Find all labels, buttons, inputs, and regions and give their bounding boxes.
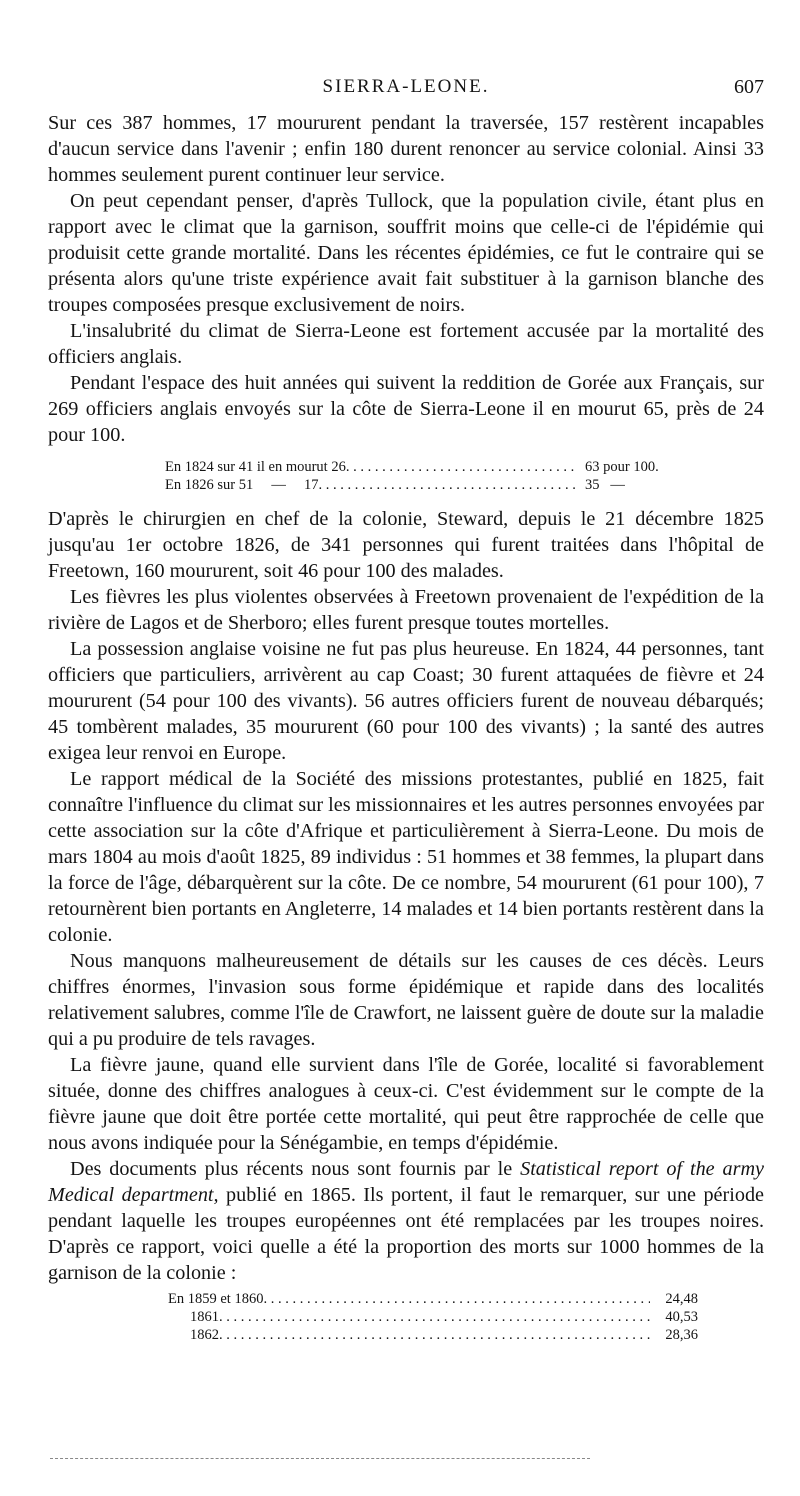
paragraph-1: Sur ces 387 hommes, 17 moururent pendant la traversée, 157 restèrent incapables d'aucun service dans l'avenir ; enfin 180 durent renoncer au service colonial. Ainsi 33 hommes seulement purent continuer leur service. <box>48 112 764 186</box>
row-value: 40,53 <box>665 1309 698 1325</box>
paragraph-10: La fièvre jaune, quand elle survient dans l'île de Gorée, localité si favorablement située, donne des chiffres analogues à ceux-ci. C'est évidemment sur le compte de la fièvre jaune que doit être portée cette mortalité, qui peut être rapprochée de celle que nous avons indiquée pour la Sénégambie, en temps d'épidémie. <box>48 1054 764 1154</box>
paragraph-3: L'insalubrité du climat de Sierra-Leone est fortement accusée par la mortalité des officiers anglais. <box>48 320 764 368</box>
row-label: 1862 <box>190 1327 219 1343</box>
paragraph-4: Pendant l'espace des huit années qui suivent la reddition de Gorée aux Français, sur 269 officiers anglais envoyés sur la côte de Sierra-Leone il en mourut 65, près de 24 pour 100. <box>48 372 764 446</box>
leader-dots <box>263 1290 650 1308</box>
row-value: 28,36 <box>665 1327 698 1343</box>
paragraph-11 <box>48 1156 764 1286</box>
paragraph-2: On peut cependant penser, d'après Tullock, que la population civile, étant plus en rapport avec le climat que la garnison, souffrit moins que celle-ci de l'épidémie qui produisit cette grande mortalité. Dans les récentes épidémies, ce fut le contraire qui se présenta alors qu'une triste expérience avait fait substituer à la garnison blanche des troupes composées presque exclusivement de noirs. <box>48 190 764 316</box>
report-title: Statistical report of the army Medical department, <box>48 1158 765 1206</box>
row-value: 63 pour 100. <box>585 459 659 475</box>
leader-dots <box>318 476 577 494</box>
paragraph-5: D'après le chirurgien en chef de la colonie, Steward, depuis le 21 décembre 1825 jusqu'au 1er octobre 1826, de 341 personnes qui furent traitées dans l'hôpital de Freetown, 160 moururent, soit 46 pour 100 des malades. <box>48 508 764 582</box>
officer-mortality-table <box>165 458 695 494</box>
page-header <box>48 76 764 106</box>
paragraph-7: La possession anglaise voisine ne fut pas plus heureuse. En 1824, 44 personnes, tant officiers que particuliers, arrivèrent au cap Coast; 30 furent attaquées de fièvre et 24 moururent (54 pour 100 des vivants). 56 autres officiers furent de nouveau débarqués; 45 tombèrent malades, 35 moururent (60 pour 100 des vivants) ; la santé des autres exigea leur renvoi en Europe. <box>48 638 764 764</box>
paragraph-9: Nous manquons malheureusement de détails sur les causes de ces décès. Leurs chiffres énormes, l'invasion sous forme épidémique et rapide dans des localités relativement salubres, comme l'île de Crawfort, ne laissent guère de doute sur la maladie qui a pu produire de tels ravages. <box>48 950 764 1050</box>
bottom-rule <box>50 1458 590 1459</box>
paragraph-6: Les fièvres les plus violentes observées à Freetown provenaient de l'expédition de la rivière de Lagos et de Sherboro; elles furent presque toutes mortelles. <box>48 586 764 634</box>
table-row <box>168 1326 698 1344</box>
paragraph-11-end: publié en 1865. Ils portent, il faut le remarquer, sur une période pendant laquelle les troupes européennes ont été remplacées par les troupes noires. D'après ce rapport, voici quelle a été la proportion des morts sur 1000 hommes de la garnison de la colonie : <box>48 1184 764 1284</box>
row-value: 24,48 <box>665 1291 698 1307</box>
leader-dots <box>346 458 577 476</box>
row-label: En 1824 sur 41 il en mourut 26 <box>165 459 346 475</box>
paragraph-11-start: Des documents plus récents nous sont fournis par le <box>70 1158 521 1180</box>
page-body <box>48 110 764 1344</box>
row-label: En 1859 et 1860 <box>168 1291 264 1307</box>
row-label: 1861 <box>190 1309 219 1325</box>
table-row <box>165 458 695 476</box>
leader-dots <box>219 1326 650 1344</box>
leader-dots <box>219 1308 650 1326</box>
running-title: SIERRA-LEONE. <box>322 76 490 97</box>
garrison-mortality-table <box>168 1290 698 1344</box>
table-row <box>168 1290 698 1308</box>
table-row <box>165 476 695 494</box>
page-number: 607 <box>734 76 764 98</box>
row-label: En 1826 sur 51 — 17 <box>165 477 319 493</box>
paragraph-8: Le rapport médical de la Société des missions protestantes, publié en 1825, fait connaître l'influence du climat sur les missionnaires et les autres personnes envoyées par cette association sur la côte d'Afrique et particulièrement à Sierra-Leone. Du mois de mars 1804 au mois d'août 1825, 89 individus : 51 hommes et 38 femmes, la plupart dans la force de l'âge, débarquèrent sur la côte. De ce nombre, 54 moururent (61 pour 100), 7 retournèrent bien portants en Angleterre, 14 malades et 14 bien portants restèrent dans la colonie. <box>48 768 764 946</box>
row-value: 35 — <box>585 477 625 493</box>
table-row <box>168 1308 698 1326</box>
